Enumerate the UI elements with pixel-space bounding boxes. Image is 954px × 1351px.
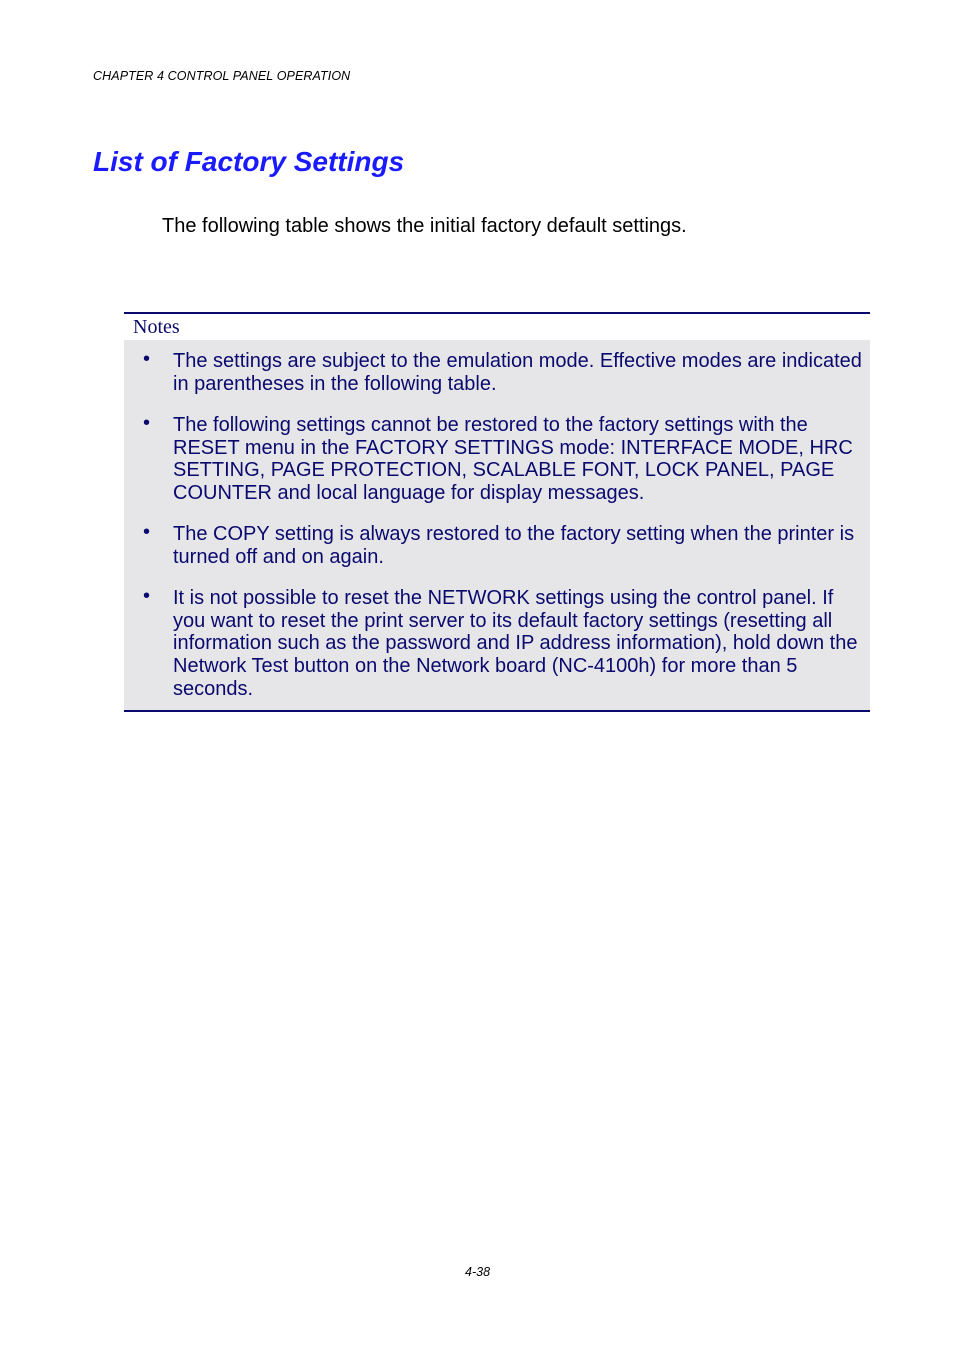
- bullet-icon: •: [143, 521, 151, 543]
- bullet-icon: •: [143, 412, 151, 434]
- notes-label: Notes: [133, 316, 180, 338]
- section-title: List of Factory Settings: [93, 146, 405, 177]
- note-text: The settings are subject to the emulation mode. Effective modes are indicated in parentheses in the following table.: [173, 350, 862, 395]
- intro-paragraph: The following table shows the initial factory default settings.: [162, 215, 687, 237]
- bullet-icon: •: [143, 585, 151, 607]
- page-number: 4-38: [465, 1265, 491, 1279]
- notes-box: [124, 312, 870, 712]
- notes-body: [124, 340, 870, 710]
- running-header: CHAPTER 4 CONTROL PANEL OPERATION: [93, 69, 351, 83]
- note-text: The following settings cannot be restored to the factory settings with the RESET menu in the FACTORY SETTINGS mode: INTERFACE MODE, HRC SETTING, PAGE PROTECTION, SCALABLE FONT, LOCK PANEL, PAGE COUNTER and local language for display messages.: [173, 414, 853, 505]
- note-text: It is not possible to reset the NETWORK settings using the control panel. If you want to reset the print server to its default factory settings (resetting all information such as the password and IP address information), hold down the Network Test button on the Network board (NC-4100h) for more than 5 seconds.: [173, 587, 858, 700]
- bullet-icon: •: [143, 348, 151, 370]
- note-text: The COPY setting is always restored to the factory setting when the printer is turned off and on again.: [173, 523, 855, 568]
